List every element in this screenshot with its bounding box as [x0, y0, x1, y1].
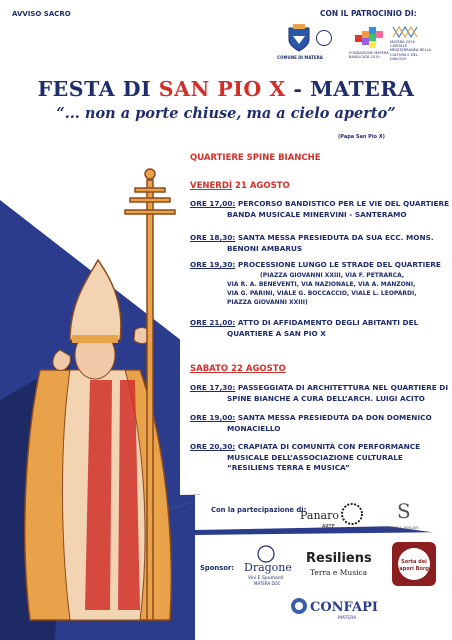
- matera2019-logo-icon: [355, 27, 383, 49]
- dragone-text: Dragone: [244, 561, 292, 574]
- quartiere-heading: QUARTIERE SPINE BIANCHE: [190, 153, 321, 163]
- mitre-band: [72, 335, 118, 343]
- comune-crest-icon: [287, 24, 311, 52]
- event-5: ORE 17,30: PASSEGGIATA DI ARCHITETTURA NEL QUARTIERE DI SPINE BIANCHE A CURA DELL’ARCH. LUIGI ACITO: [190, 383, 449, 403]
- resiliens-logo: Resiliens: [306, 551, 372, 566]
- sorta-badge-logo: [392, 542, 436, 586]
- dragone-sub2-text: MATERA DOC: [254, 581, 281, 586]
- avviso-sacro: AVVISO SACRO: [12, 10, 71, 18]
- event-6: ORE 19,00: SANTA MESSA PRESIEDUTA DA DON DOMENICO MONACIELLO: [190, 413, 432, 433]
- quote-attribution: (Papa San Pio X): [338, 134, 385, 140]
- confapi-logo: [290, 594, 380, 620]
- saverio-text: SAVERIO & PORCARI: [384, 526, 419, 530]
- unesco-icon: [316, 30, 332, 46]
- matera2024-label: MATERA 2024 CAPITALE MEDITERRANEA DELLA CULTURA E DEL DIALOGO: [390, 40, 432, 61]
- event-7: ORE 20,30: CRAPIATA DI COMUNITÀ CON PERFORMANCE MUSICALE DELL’ASSOCIAZIONE CULTURALE “RESILIENS TERRA E MUSICA”: [190, 442, 421, 472]
- confapi-sub-text: MATERA: [338, 616, 357, 620]
- event-4: ORE 21,00: ATTO DI AFFIDAMENTO DEGLI ABITANTI DEL QUARTIERE A SAN PIO X: [190, 318, 419, 338]
- sponsor-label: Sponsor:: [200, 564, 235, 572]
- matera2019-label: FONDAZIONE MATERA BASILICATA 2019: [349, 51, 389, 60]
- comune-label: COMUNE DI MATERA: [277, 55, 323, 60]
- panaro-logo: [300, 502, 365, 530]
- svg-text:Sapori Borgo: Sapori Borgo: [395, 566, 433, 572]
- page-title: FESTA DI SAN PIO X - MATERA: [37, 77, 415, 101]
- day2-heading: SABATO 22 AGOSTO: [190, 364, 286, 374]
- partecipazione-label: Con la partecipazione di:: [211, 506, 307, 514]
- confapi-text: CONFAPI: [310, 600, 378, 615]
- panaro-sub-text: ARTE: [322, 524, 335, 530]
- matera2024-mark-icon: [392, 26, 418, 38]
- event-3: ORE 19,30: PROCESSIONE LUNGO LE STRADE DEL QUARTIERE (PIAZZA GIOVANNI XXIII, VIA F. PETRARCA, VIA R. A. BENEVENTI, VIA NAZIONALE, VIA A. MANZONI, VIA G. PARINI, VIALE G. BOCCACCIO, VIALE L. LEOPARDI, PIAZZA GIOVANNI XXIII): [190, 260, 441, 306]
- day1-heading: VENERDÌ 21 AGOSTO: [190, 181, 290, 191]
- svg-text:S: S: [397, 499, 411, 523]
- dragone-sub-text: Vini E Spumanti: [248, 576, 284, 581]
- event-2: ORE 18,30: SANTA MESSA PRESIEDUTA DA SUA ECC. MONS. BENONI AMBARUS: [190, 233, 434, 253]
- subtitle-quote: “... non a porte chiuse, ma a cielo aperto”: [56, 105, 396, 122]
- resiliens-sub: Terra e Musica: [310, 568, 368, 577]
- panaro-text: Panaro: [300, 509, 339, 522]
- svg-text:Sorta dei: Sorta dei: [401, 559, 427, 565]
- patrocinio-label: CON IL PATROCINIO DI:: [320, 9, 417, 18]
- event-1: ORE 17,00: PERCORSO BANDISTICO PER LE VIE DEL QUARTIERE BANDA MUSICALE MINERVINI - SANTERAMO: [190, 199, 450, 219]
- dragone-logo: [236, 544, 296, 588]
- saverio-logo: [382, 496, 426, 532]
